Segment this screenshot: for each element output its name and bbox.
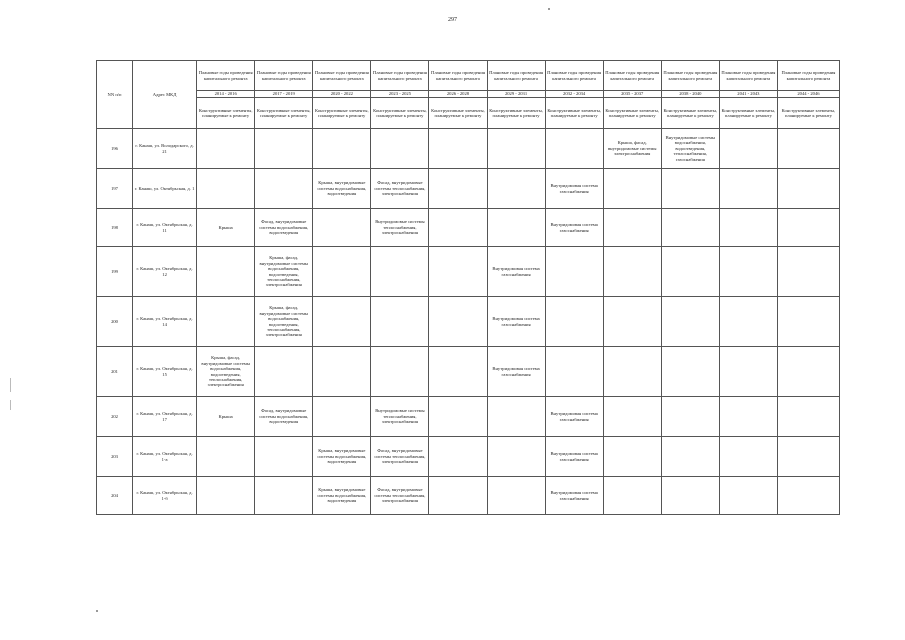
row-elements-cell	[371, 347, 429, 397]
row-elements-cell: Крыша, внутридомовые системы водоснабжения, водоотведения	[313, 477, 371, 515]
row-elements-cell	[603, 247, 661, 297]
row-elements-cell: Фасад, внутридомовые системы водоснабжения, водоотведения	[255, 209, 313, 247]
row-elements-cell	[197, 477, 255, 515]
row-elements-cell	[777, 247, 839, 297]
header-elements-label: Конструктивные элементы, планируемые к ремонту	[429, 98, 487, 129]
row-elements-cell: Крыша	[197, 397, 255, 437]
row-elements-cell	[777, 297, 839, 347]
row-elements-cell: Внутридомовая система газоснабжения	[487, 347, 545, 397]
row-elements-cell: Фасад, внутридомовые системы теплоснабжения, электроснабжения	[371, 169, 429, 209]
row-elements-cell: Внутридомовая система газоснабжения	[545, 437, 603, 477]
header-elements-label: Конструктивные элементы, планируемые к ремонту	[661, 98, 719, 129]
row-elements-cell	[603, 347, 661, 397]
header-period-title: Плановые годы проведения капитального ремонта	[545, 61, 603, 91]
row-elements-cell	[661, 297, 719, 347]
row-elements-cell: Фасад, внутридомовые системы теплоснабжения, электроснабжения	[371, 477, 429, 515]
row-elements-cell	[371, 129, 429, 169]
header-period-title: Плановые годы проведения капитального ремонта	[603, 61, 661, 91]
header-elements-label: Конструктивные элементы, планируемые к ремонту	[487, 98, 545, 129]
row-elements-cell	[429, 437, 487, 477]
row-number: 200	[97, 297, 133, 347]
row-elements-cell	[197, 169, 255, 209]
row-elements-cell	[313, 347, 371, 397]
row-elements-cell	[487, 397, 545, 437]
row-elements-cell: Внутридомовая система газоснабжения	[545, 477, 603, 515]
row-number: 197	[97, 169, 133, 209]
table-row	[97, 129, 840, 169]
row-elements-cell	[719, 397, 777, 437]
row-elements-cell	[545, 347, 603, 397]
row-number: 201	[97, 347, 133, 397]
row-elements-cell: Крыша, фасад, внутридомовые системы электроснабжения	[603, 129, 661, 169]
header-period-years: 2014 - 2016	[197, 91, 255, 98]
row-elements-cell	[661, 247, 719, 297]
row-elements-cell	[487, 169, 545, 209]
header-elements-label: Конструктивные элементы, планируемые к ремонту	[197, 98, 255, 129]
row-address: г. Канаш, ул. Октябрьская, д. 1-б	[133, 477, 197, 515]
header-elements-label: Конструктивные элементы, планируемые к ремонту	[777, 98, 839, 129]
row-elements-cell: Крыша, фасад, внутридомовые системы водоснабжения, водоотведения, теплоснабжения, электроснабжения	[255, 297, 313, 347]
row-elements-cell	[255, 169, 313, 209]
row-elements-cell	[661, 209, 719, 247]
row-address: г. Канаш, ул. Октябрьская, д. 14	[133, 297, 197, 347]
capital-repair-table	[96, 60, 840, 515]
row-elements-cell	[777, 397, 839, 437]
row-elements-cell	[429, 297, 487, 347]
row-elements-cell	[777, 437, 839, 477]
row-elements-cell	[661, 347, 719, 397]
row-elements-cell	[777, 169, 839, 209]
header-period-years: 2041 - 2043	[719, 91, 777, 98]
header-elements-label: Конструктивные элементы, планируемые к ремонту	[603, 98, 661, 129]
row-elements-cell	[719, 129, 777, 169]
row-elements-cell	[255, 437, 313, 477]
row-elements-cell	[371, 247, 429, 297]
header-elements-label: Конструктивные элементы, планируемые к ремонту	[371, 98, 429, 129]
table-row	[97, 397, 840, 437]
row-elements-cell	[719, 477, 777, 515]
row-elements-cell	[603, 297, 661, 347]
header-period-title: Плановые годы проведения капитального ремонта	[313, 61, 371, 91]
row-address: г. Канаш, ул. Володарского, д. 21	[133, 129, 197, 169]
page-number: 297	[448, 17, 457, 23]
header-no: NN п/п	[97, 61, 133, 129]
row-elements-cell: Крыша, внутридомовые системы водоснабжения, водоотведения	[313, 437, 371, 477]
scan-dot	[96, 610, 98, 612]
row-elements-cell	[197, 129, 255, 169]
header-elements-label: Конструктивные элементы, планируемые к ремонту	[313, 98, 371, 129]
row-elements-cell	[719, 209, 777, 247]
row-elements-cell	[777, 209, 839, 247]
row-address: г. Канаш, ул. Октябрьская, д. 11	[133, 209, 197, 247]
header-elements-label: Конструктивные элементы, планируемые к ремонту	[545, 98, 603, 129]
row-number: 199	[97, 247, 133, 297]
row-elements-cell: Крыша, фасад, внутридомовые системы водоснабжения, водоотведения, теплоснабжения, электроснабжения	[255, 247, 313, 297]
header-period-title: Плановые годы проведения капитального ремонта	[661, 61, 719, 91]
row-elements-cell: Внутридомовая система газоснабжения	[545, 397, 603, 437]
row-address: г. Канаш, ул. Октябрьская, д. 17	[133, 397, 197, 437]
row-number: 202	[97, 397, 133, 437]
row-address: г. Канаш, ул. Октябрьская, д. 15	[133, 347, 197, 397]
row-elements-cell	[777, 347, 839, 397]
row-elements-cell	[487, 437, 545, 477]
row-elements-cell	[661, 397, 719, 437]
row-elements-cell: Внутридомовые системы теплоснабжения, электроснабжения	[371, 209, 429, 247]
header-period-years: 2026 - 2028	[429, 91, 487, 98]
scan-mark	[10, 400, 11, 410]
row-number: 198	[97, 209, 133, 247]
table-row	[97, 477, 840, 515]
row-elements-cell	[429, 247, 487, 297]
row-address: г. Канаш, ул. Октябрьская, д. 1	[133, 169, 197, 209]
header-period-title: Плановые годы проведения капитального ремонта	[719, 61, 777, 91]
row-elements-cell	[719, 297, 777, 347]
row-elements-cell: Внутридомовые системы водоснабжения, водоотведения, теплоснабжения, газоснабжения	[661, 129, 719, 169]
row-elements-cell	[429, 397, 487, 437]
row-elements-cell	[313, 129, 371, 169]
row-elements-cell	[197, 437, 255, 477]
row-address: г. Канаш, ул. Октябрьская, д. 1-а	[133, 437, 197, 477]
row-elements-cell	[313, 297, 371, 347]
header-period-title: Плановые годы проведения капитального ремонта	[197, 61, 255, 91]
row-elements-cell	[545, 247, 603, 297]
row-elements-cell	[429, 129, 487, 169]
row-elements-cell	[603, 437, 661, 477]
row-elements-cell	[603, 209, 661, 247]
row-elements-cell: Фасад, внутридомовые системы водоснабжения, водоотведения	[255, 397, 313, 437]
row-elements-cell	[777, 129, 839, 169]
table-row	[97, 297, 840, 347]
row-elements-cell	[603, 477, 661, 515]
row-elements-cell	[487, 209, 545, 247]
row-elements-cell: Внутридомовая система газоснабжения	[487, 247, 545, 297]
row-elements-cell	[313, 247, 371, 297]
row-elements-cell: Внутридомовые системы теплоснабжения, электроснабжения	[371, 397, 429, 437]
scan-dot	[548, 8, 550, 10]
header-elements-label: Конструктивные элементы, планируемые к ремонту	[255, 98, 313, 129]
row-elements-cell: Крыша	[197, 209, 255, 247]
row-elements-cell	[429, 477, 487, 515]
row-elements-cell: Крыша, фасад, внутридомовые системы водоснабжения, водоотведения, теплоснабжения, электроснабжения	[197, 347, 255, 397]
header-period-title: Плановые годы проведения капитального ремонта	[487, 61, 545, 91]
row-number: 196	[97, 129, 133, 169]
row-elements-cell	[545, 129, 603, 169]
header-period-title: Плановые годы проведения капитального ремонта	[777, 61, 839, 91]
row-elements-cell	[719, 247, 777, 297]
row-elements-cell	[661, 477, 719, 515]
header-period-years: 2044 - 2046	[777, 91, 839, 98]
table-row	[97, 347, 840, 397]
header-elements-label: Конструктивные элементы, планируемые к ремонту	[719, 98, 777, 129]
header-period-years: 2032 - 2034	[545, 91, 603, 98]
row-elements-cell	[255, 347, 313, 397]
row-elements-cell	[603, 169, 661, 209]
table-row	[97, 169, 840, 209]
row-elements-cell	[603, 397, 661, 437]
row-elements-cell	[429, 347, 487, 397]
row-elements-cell	[371, 297, 429, 347]
row-elements-cell	[197, 247, 255, 297]
header-period-title: Плановые годы проведения капитального ремонта	[429, 61, 487, 91]
row-elements-cell	[719, 437, 777, 477]
row-number: 203	[97, 437, 133, 477]
row-elements-cell	[487, 477, 545, 515]
row-number: 204	[97, 477, 133, 515]
row-elements-cell: Внутридомовая система газоснабжения	[545, 169, 603, 209]
header-period-years: 2023 - 2025	[371, 91, 429, 98]
row-elements-cell: Фасад, внутридомовые системы теплоснабжения, электроснабжения	[371, 437, 429, 477]
table-row	[97, 247, 840, 297]
header-period-years: 2017 - 2019	[255, 91, 313, 98]
row-elements-cell	[197, 297, 255, 347]
row-elements-cell	[661, 437, 719, 477]
row-elements-cell	[661, 169, 719, 209]
header-address: Адрес МКД	[133, 61, 197, 129]
header-period-years: 2035 - 2037	[603, 91, 661, 98]
row-elements-cell	[777, 477, 839, 515]
row-elements-cell: Крыша, внутридомовые системы водоснабжения, водоотведения	[313, 169, 371, 209]
row-elements-cell	[429, 209, 487, 247]
header-period-title: Плановые годы проведения капитального ремонта	[255, 61, 313, 91]
header-period-years: 2029 - 2031	[487, 91, 545, 98]
row-elements-cell	[719, 169, 777, 209]
row-elements-cell	[719, 347, 777, 397]
table-row	[97, 437, 840, 477]
row-elements-cell	[313, 209, 371, 247]
header-period-years: 2038 - 2040	[661, 91, 719, 98]
row-elements-cell: Внутридомовая система газоснабжения	[487, 297, 545, 347]
scan-mark	[10, 378, 11, 392]
row-elements-cell	[487, 129, 545, 169]
row-elements-cell	[313, 397, 371, 437]
row-elements-cell	[545, 297, 603, 347]
row-elements-cell	[429, 169, 487, 209]
row-address: г. Канаш, ул. Октябрьская, д. 12	[133, 247, 197, 297]
header-period-years: 2020 - 2022	[313, 91, 371, 98]
row-elements-cell: Внутридомовая система газоснабжения	[545, 209, 603, 247]
table-row	[97, 209, 840, 247]
row-elements-cell	[255, 477, 313, 515]
header-period-title: Плановые годы проведения капитального ремонта	[371, 61, 429, 91]
row-elements-cell	[255, 129, 313, 169]
